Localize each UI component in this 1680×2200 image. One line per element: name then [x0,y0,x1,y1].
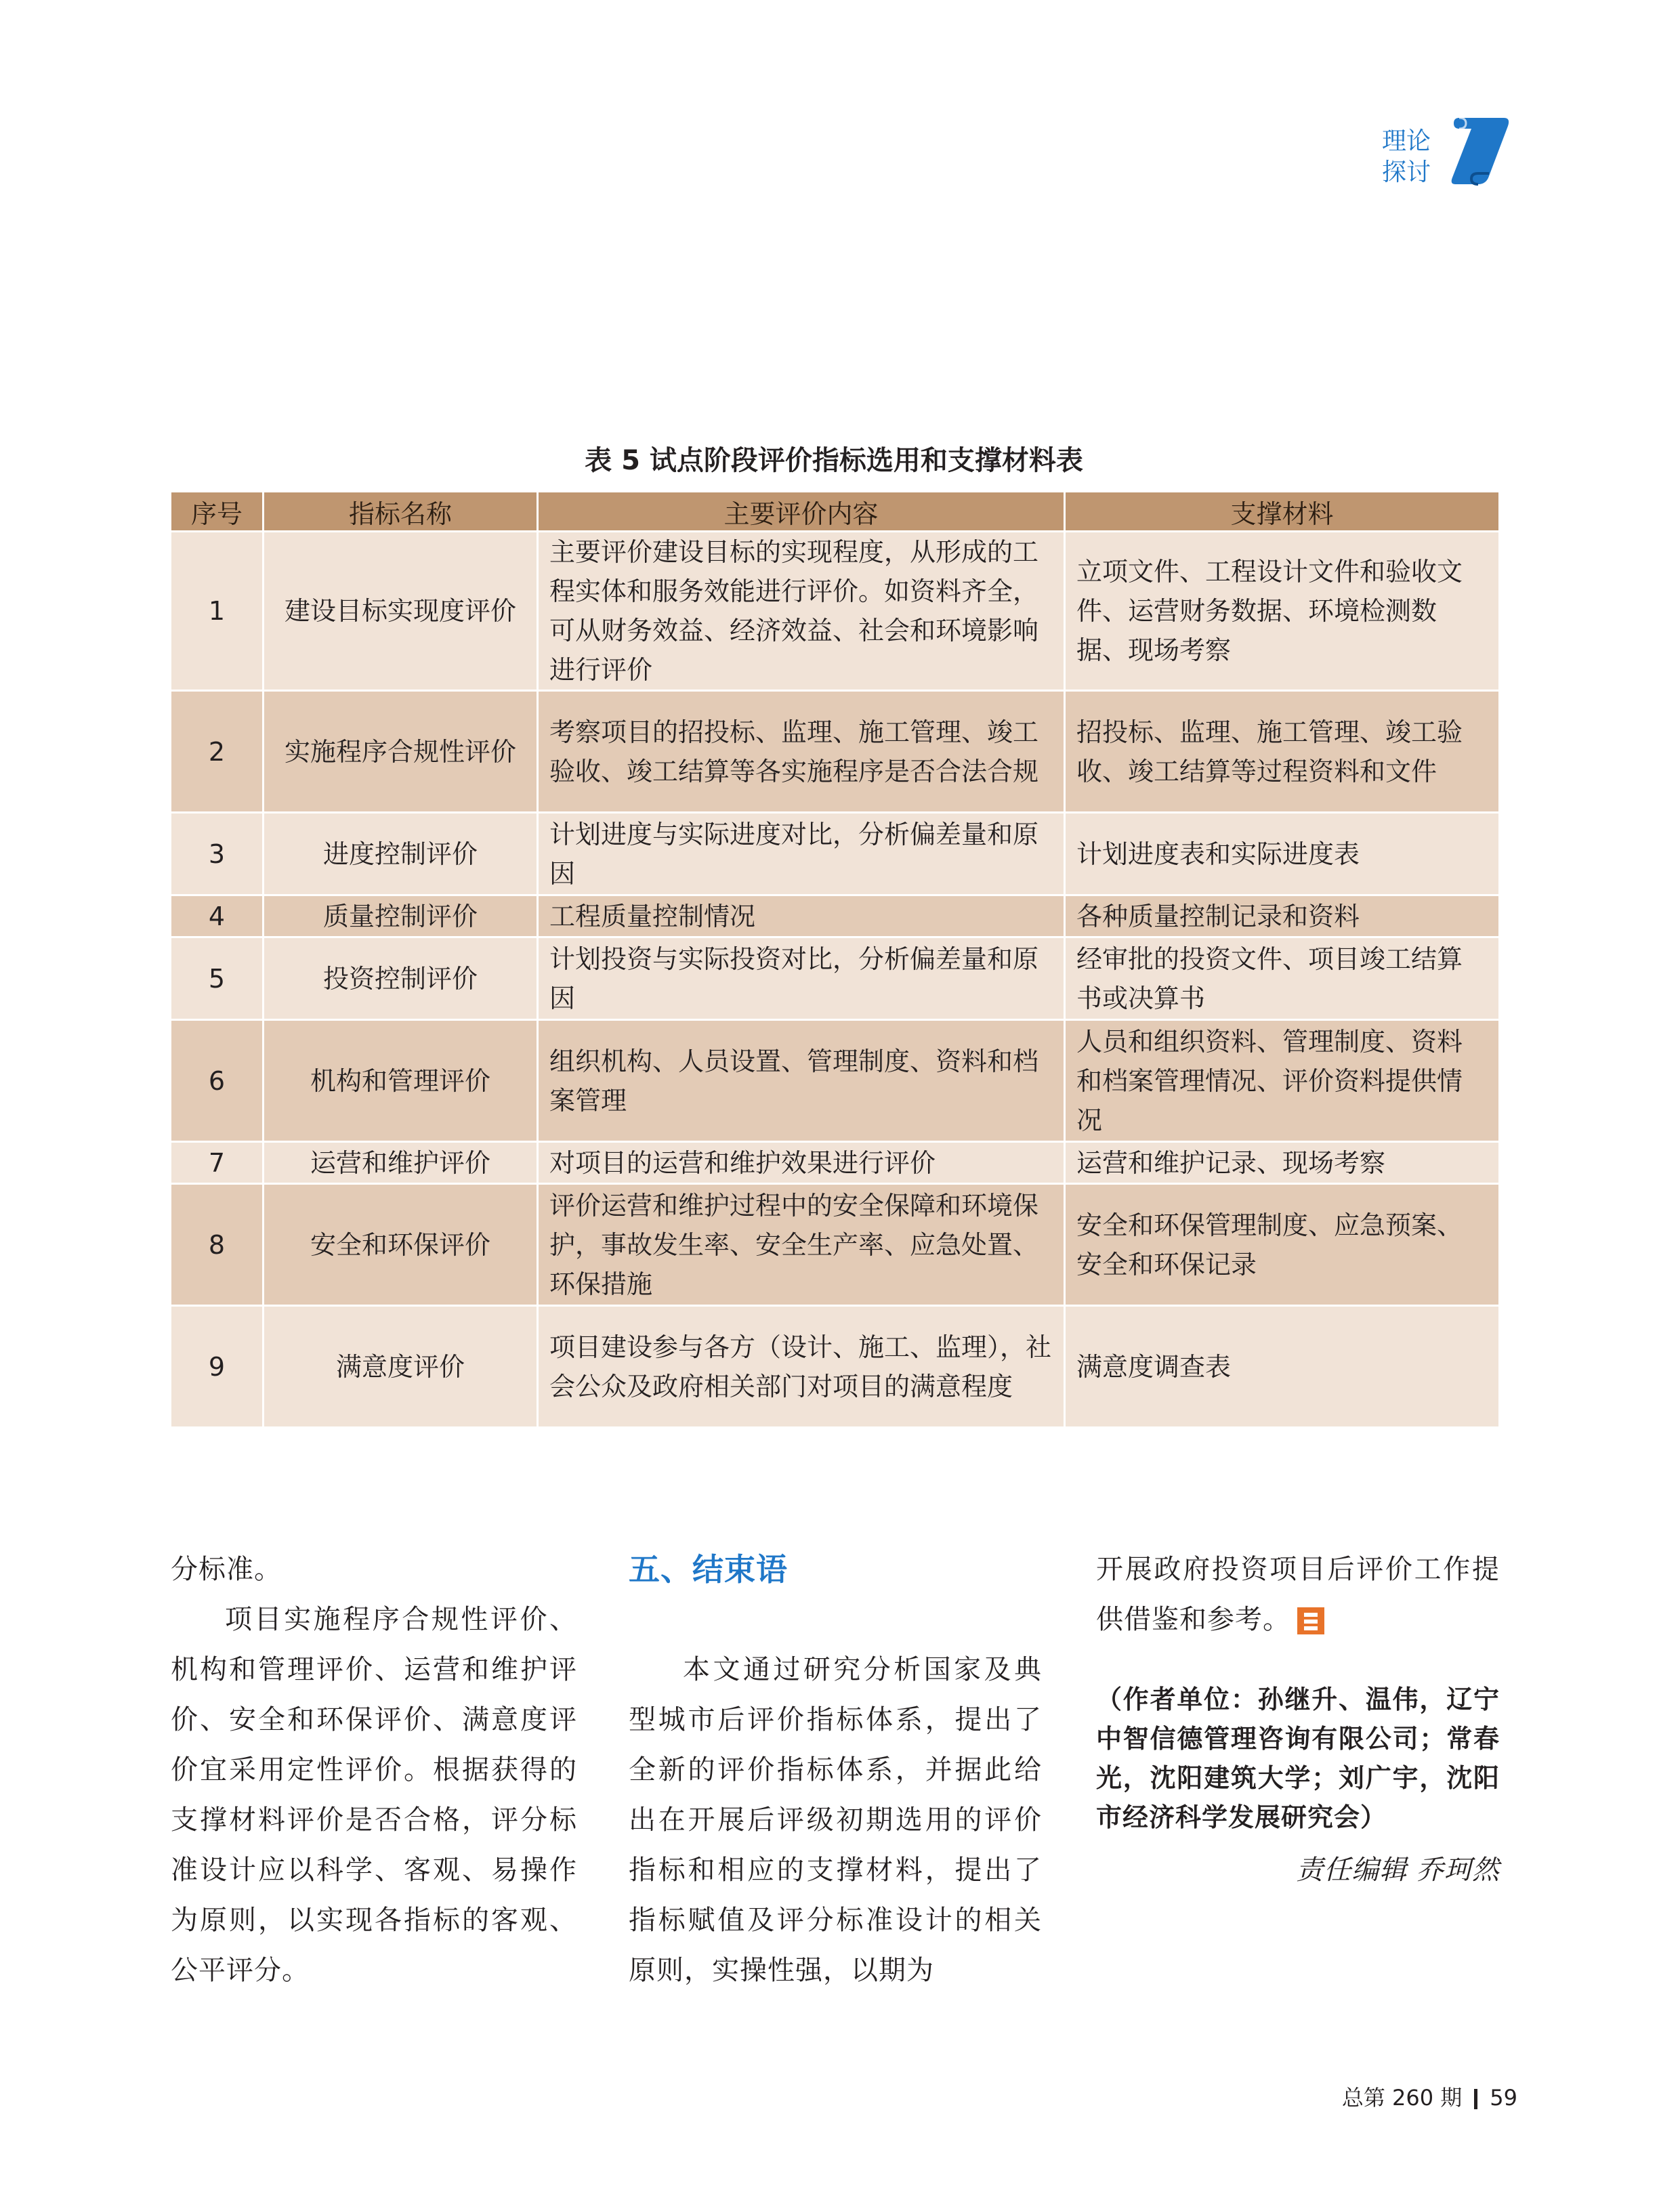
row-material: 运营和维护记录、现场考察 [1065,1142,1500,1184]
row-content: 主要评价建设目标的实现程度，从形成的工程实体和服务效能进行评价。如资料齐全，可从财务效益、经济效益、社会和环境影响进行评价 [538,532,1065,691]
row-material: 经审批的投资文件、项目竣工结算书或决算书 [1065,937,1500,1020]
page-number: 59 [1490,2085,1517,2111]
row-no: 4 [171,895,264,937]
table-row [171,813,1500,895]
row-content: 对项目的运营和维护效果进行评价 [538,1142,1065,1184]
row-content: 组织机构、人员设置、管理制度、资料和档案管理 [538,1020,1065,1142]
row-no: 8 [171,1184,264,1306]
paragraph-end [1096,1544,1500,1645]
row-no: 2 [171,691,264,813]
row-content: 评价运营和维护过程中的安全保障和环境保护，事故发生率、安全生产率、应急处置、环保措施 [538,1184,1065,1306]
table-row [171,1142,1500,1184]
row-content: 考察项目的招投标、监理、施工管理、竣工验收、竣工结算等各实施程序是否合法合规 [538,691,1065,813]
page-footer [1287,2081,1517,2112]
row-name: 建设目标实现度评价 [264,532,538,691]
row-name: 安全和环保评价 [264,1184,538,1306]
row-no: 9 [171,1306,264,1428]
indicator-table [169,490,1498,1429]
row-content: 计划进度与实际进度对比，分析偏差量和原因 [538,813,1065,895]
table-header-row [171,492,1500,532]
editor-credit: 责任编辑 乔珂然 [1296,1855,1500,1886]
row-material: 安全和环保管理制度、应急预案、安全和环保记录 [1065,1184,1500,1306]
row-name: 质量控制评价 [264,895,538,937]
table-row [171,937,1500,1020]
section-title: 五、结束语 [629,1551,788,1588]
paragraph-text: 开展政府投资项目后评价工作提供借鉴和参考。 [1096,1554,1500,1635]
row-name: 机构和管理评价 [264,1020,538,1142]
table-row [171,895,1500,937]
end-mark-icon [1297,1607,1324,1634]
footer-divider [1474,2089,1477,2109]
table-row [171,1020,1500,1142]
author-affiliation: （作者单位：孙继升、温伟，辽宁中智信德管理咨询有限公司；常春光，沈阳建筑大学；刘广宇，沈阳市经济科学发展研究会） [1096,1685,1500,1832]
row-name: 投资控制评价 [264,937,538,1020]
row-no: 5 [171,937,264,1020]
row-name: 进度控制评价 [264,813,538,895]
paragraph: 项目实施程序合规性评价、机构和管理评价、运营和维护评价、安全和环保评价、满意度评价宜采用定性评价。根据获得的支撑材料评价是否合格，评分标准设计应以科学、客观、易操作为原则，以实现各指标的客观、公平评分。 [171,1604,577,1986]
text-column-1 [171,1544,577,1995]
issue-number: 总第 260 期 [1341,2085,1463,2111]
row-no: 6 [171,1020,264,1142]
row-material: 立项文件、工程设计文件和验收文件、运营财务数据、环境检测数据、现场考察 [1065,532,1500,691]
row-material: 招投标、监理、施工管理、竣工验收、竣工结算等过程资料和文件 [1065,691,1500,813]
row-no: 1 [171,532,264,691]
row-material: 各种质量控制记录和资料 [1065,895,1500,937]
row-no: 7 [171,1142,264,1184]
paragraph: 本文通过研究分析国家及典型城市后评价指标体系，提出了全新的评价指标体系，并据此给出在开展后评级初期选用的评价指标和相应的支撑材料，提出了指标赋值及评分标准设计的相关原则，实操性强，以期为 [629,1654,1042,1986]
header-material: 支撑材料 [1065,492,1500,532]
row-no: 3 [171,813,264,895]
section-label-line2: 探讨 [1382,158,1431,186]
row-content: 项目建设参与各方（设计、施工、监理），社会公众及政府相关部门对项目的满意程度 [538,1306,1065,1428]
row-content: 工程质量控制情况 [538,895,1065,937]
scroll-icon [1450,114,1512,188]
header-name: 指标名称 [264,492,538,532]
table-row [171,1184,1500,1306]
text-column-3 [1096,1544,1500,1895]
row-content: 计划投资与实际投资对比，分析偏差量和原因 [538,937,1065,1020]
row-name: 实施程序合规性评价 [264,691,538,813]
section-label-line1: 理论 [1382,127,1431,155]
text-column-2 [629,1544,1042,1995]
paragraph: 分标准。 [171,1554,282,1585]
row-name: 运营和维护评价 [264,1142,538,1184]
table-row [171,691,1500,813]
row-material: 满意度调查表 [1065,1306,1500,1428]
row-material: 计划进度表和实际进度表 [1065,813,1500,895]
row-material: 人员和组织资料、管理制度、资料和档案管理情况、评价资料提供情况 [1065,1020,1500,1142]
header-content: 主要评价内容 [538,492,1065,532]
section-label [1382,126,1431,188]
table-row [171,532,1500,691]
row-name: 满意度评价 [264,1306,538,1428]
header-no: 序号 [171,492,264,532]
table-caption: 表 5 试点阶段评价指标选用和支撑材料表 [585,445,1083,476]
table-row [171,1306,1500,1428]
section-badge [1355,114,1517,195]
